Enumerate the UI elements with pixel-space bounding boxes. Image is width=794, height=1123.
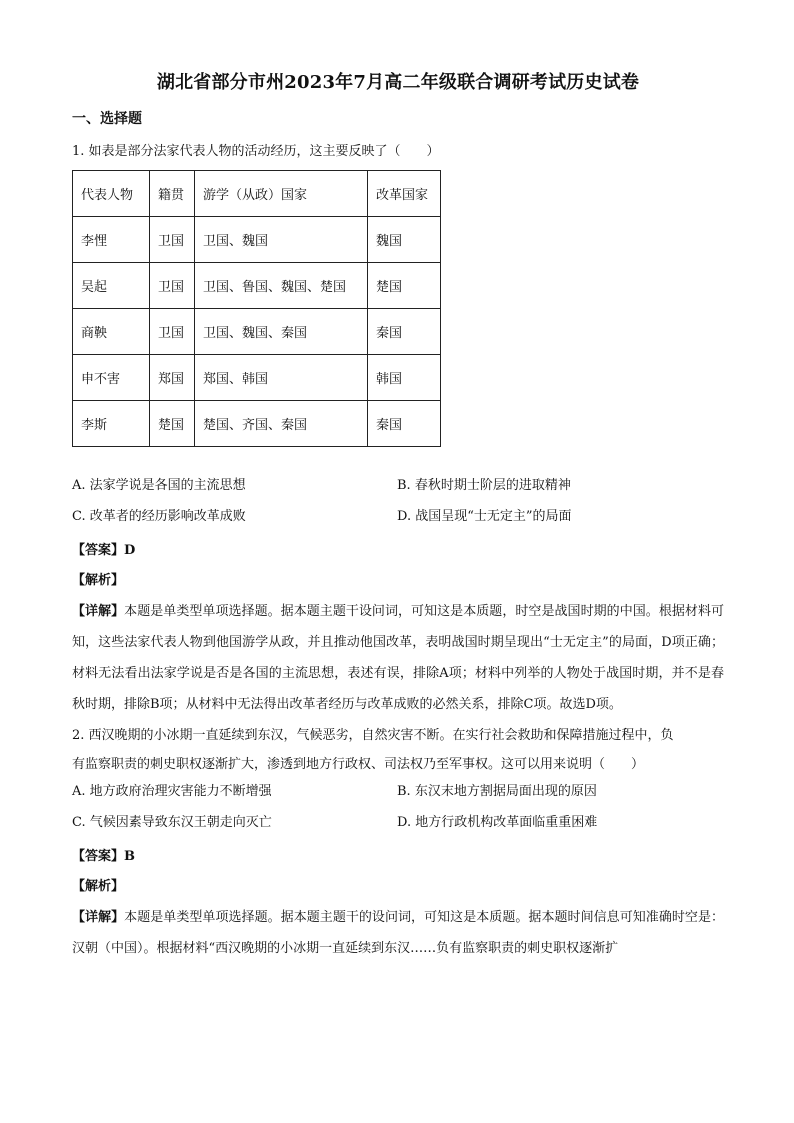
answer-label: 【答案】D <box>72 543 136 558</box>
table-cell: 卫国、鲁国、魏国、楚国 <box>195 263 368 309</box>
table-cell: 卫国 <box>150 309 195 355</box>
table-cell: 楚国 <box>150 401 195 447</box>
table-cell: 申不害 <box>73 355 150 401</box>
table-cell: 卫国、魏国、秦国 <box>195 309 368 355</box>
detail-text: 本题是单类型单项选择题。据本题主题干的设问词，可知这是本质题。据本题时间信息可知准确时空是：汉朝（中国）。根据材料“西汉晚期的小冰期一直延续到东汉……负有监察职责的刺史职权逐渐扩 <box>72 910 724 956</box>
option-d[interactable]: D. 地方行政机构改革面临重重困难 <box>397 815 598 830</box>
table-cell: 吴起 <box>73 263 150 309</box>
table-cell: 李斯 <box>73 401 150 447</box>
option-c[interactable]: C. 气候因素导致东汉王朝走向灭亡 <box>72 815 272 830</box>
table-cell: 商鞅 <box>73 309 150 355</box>
table-cell: 郑国、韩国 <box>195 355 368 401</box>
table-cell: 韩国 <box>368 355 441 401</box>
table-row <box>73 401 441 447</box>
section-heading: 一、选择题 <box>72 111 142 127</box>
detail-text: 本题是单类型单项选择题。据本题主题干设问词，可知这是本质题，时空是战国时期的中国。根据材料可知，这些法家代表人物到他国游学从政，并且推动他国改革，表明战国时期呈现出“士无定主”的局面，D项正确；材料无法看出法家学说是否是各国的主流思想，表述有误，排除A项；材料中列举的人物处于战国时期，并不是春秋时期，排除B项；从材料中无法得出改革者经历与改革成败的必然关系，排除C项。故选D项。 <box>72 604 724 712</box>
detail-label: 【详解】 <box>72 910 125 925</box>
table-row <box>73 217 441 263</box>
question-1-stem: 1. 如表是部分法家代表人物的活动经历，这主要反映了（ ） <box>72 144 440 159</box>
question-2-options <box>72 781 724 834</box>
table-header-cell: 改革国家 <box>368 171 441 217</box>
table-row <box>73 355 441 401</box>
option-a[interactable]: A. 地方政府治理灾害能力不断增强 <box>72 784 272 799</box>
table-row <box>73 309 441 355</box>
table-header-row <box>73 171 441 217</box>
option-c[interactable]: C. 改革者的经历影响改革成败 <box>72 509 246 524</box>
detail-paragraph <box>72 596 724 720</box>
table-cell: 卫国、魏国 <box>195 217 368 263</box>
analysis-label: 【解析】 <box>72 573 125 588</box>
question-1-options <box>72 475 724 528</box>
option-d[interactable]: D. 战国呈现“士无定主”的局面 <box>397 509 572 524</box>
figures-table <box>72 170 441 447</box>
table-cell: 卫国 <box>150 217 195 263</box>
analysis-label: 【解析】 <box>72 879 125 894</box>
question-2-stem-line-2: 有监察职责的刺史职权逐渐扩大，渗透到地方行政权、司法权乃至军事权。这可以用来说明（ ） <box>72 757 645 772</box>
table-header-cell: 代表人物 <box>73 171 150 217</box>
table-cell: 楚国 <box>368 263 441 309</box>
answer-label: 【答案】B <box>72 849 135 864</box>
table-cell: 楚国、齐国、秦国 <box>195 401 368 447</box>
table-cell: 李悝 <box>73 217 150 263</box>
page-title: 湖北省部分市州2023年7月高二年级联合调研考试历史试卷 <box>156 72 640 93</box>
detail-label: 【详解】 <box>72 604 125 619</box>
option-a[interactable]: A. 法家学说是各国的主流思想 <box>72 478 246 493</box>
question-2 <box>72 720 724 964</box>
table-header-cell: 游学（从政）国家 <box>195 171 368 217</box>
exam-page <box>72 68 724 964</box>
question-1 <box>72 140 724 720</box>
option-b[interactable]: B. 东汉末地方割据局面出现的原因 <box>397 784 597 799</box>
table-cell: 秦国 <box>368 401 441 447</box>
table-cell: 魏国 <box>368 217 441 263</box>
table-header-cell: 籍贯 <box>150 171 195 217</box>
question-2-stem-line-1: 2. 西汉晚期的小冰期一直延续到东汉，气候恶劣，自然灾害不断。在实行社会救助和保障措施过程中，负 <box>72 728 674 743</box>
option-b[interactable]: B. 春秋时期士阶层的进取精神 <box>397 478 571 493</box>
table-cell: 秦国 <box>368 309 441 355</box>
detail-paragraph <box>72 902 724 964</box>
table-cell: 郑国 <box>150 355 195 401</box>
table-row <box>73 263 441 309</box>
table-cell: 卫国 <box>150 263 195 309</box>
